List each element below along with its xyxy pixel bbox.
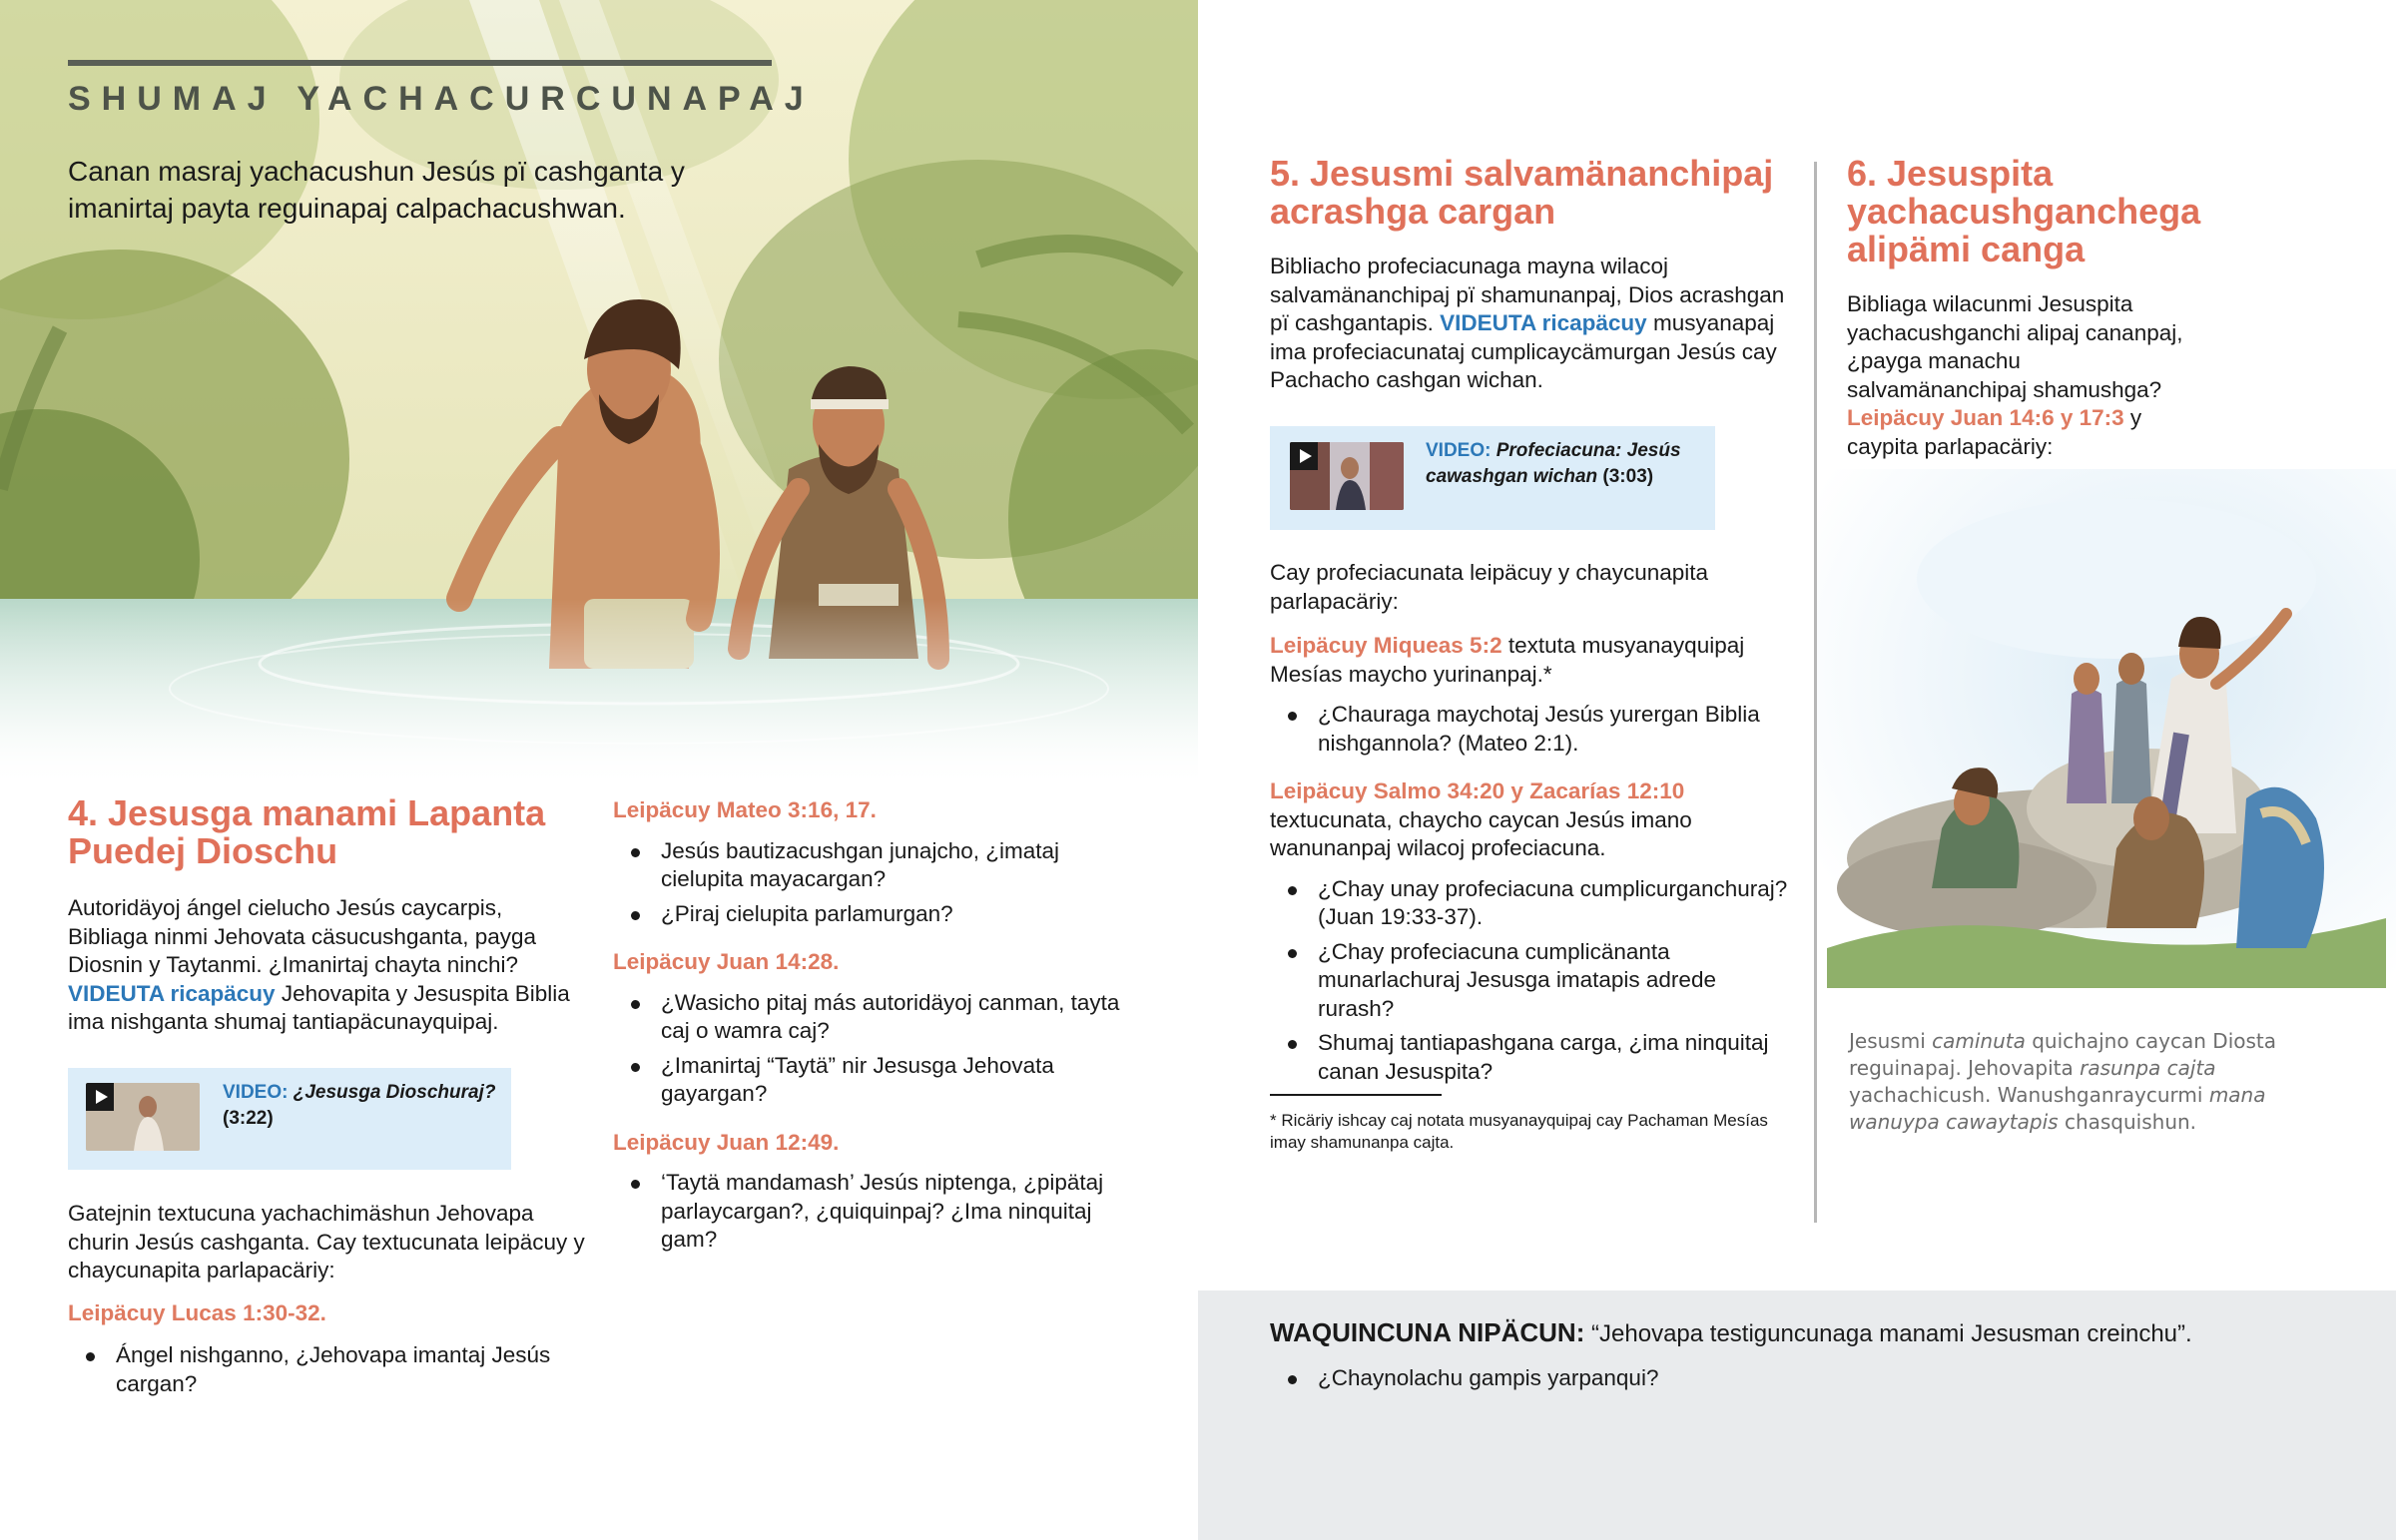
question-item: ¿Imanirtaj “Taytä” nir Jesusga Jehovata gayargan? (613, 1052, 1132, 1109)
video-box-section-5[interactable] (1270, 426, 1715, 530)
section-5-salmo: Leipäcuy Salmo 34:20 y Zacarías 12:10 textucunata, chaycho caycan Jesús imano wanunanpaj wilacoj profeciacuna. (1270, 778, 1692, 860)
question-list (613, 1169, 1132, 1255)
section-5-continued (1270, 559, 1789, 1154)
scripture-ref: Leipäcuy Juan 14:28. (613, 949, 840, 974)
question-list (613, 837, 1132, 929)
section-4-title: 4. Jesusga manami Lapanta Puedej Dioschu (68, 792, 546, 871)
video-link[interactable]: VIDEUTA ricapäcuy (1440, 310, 1647, 335)
section-6-paragraph: Bibliaga wilacunmi Jesuspita yachacushganchi alipaj cananpaj, ¿payga manachu salvamänanchipaj shamushga? Leipäcuy Juan 14:6 y 17:3 y caypita parlapacäriy: (1847, 291, 2183, 459)
question-item: ¿Chay profeciacuna cumplicänanta munarlachuraj Jesusga imatapis adrede rurash? (1270, 938, 1789, 1024)
summary-statement (1270, 1316, 2348, 1350)
section-5-paragraph: Bibliacho profeciacunaga mayna wilacoj salvamänanchipaj pï shamunanpaj, Dios acrashgan pï cashgantapis. VIDEUTA ricapäcuy musyanapaj ima profeciacunataj cumplicaycämurgan Jesús cay Pachacho cashgan wichan. (1270, 254, 1785, 392)
section-5-miqueas: Leipäcuy Miqueas 5:2 textuta musyanayquipaj Mesías maycho yurinanpaj.* (1270, 633, 1745, 687)
section-4-continued (68, 1200, 587, 1404)
question-list (68, 1341, 587, 1398)
question-list (613, 989, 1132, 1109)
section-kicker: SHUMAJ YACHACURCUNAPAJ (68, 80, 815, 118)
question-item: ¿Chauraga maychotaj Jesús yurergan Biblia nishgannola? (Mateo 2:1). (1270, 701, 1789, 758)
question-list (1270, 1364, 2268, 1399)
section-5-paragraph-2: Cay profeciacunata leipäcuy y chaycunapita parlapacäriy: (1270, 560, 1709, 614)
section-5 (1270, 155, 1789, 395)
video-box-section-4[interactable] (68, 1068, 511, 1170)
question-item: Jesús bautizacushgan junajcho, ¿imataj cielupita mayacargan? (613, 837, 1132, 894)
scripture-ref: Leipäcuy Juan 12:49. (613, 1129, 840, 1155)
play-icon[interactable] (1290, 442, 1318, 470)
footnote: * Ricäriy ishcay caj notata musyanayquipaj cay Pachaman Mesías imay shamunanpa cajta. (1270, 1111, 1768, 1152)
question-item: ¿Wasicho pitaj más autoridäyoj canman, tayta caj o wamra caj? (613, 989, 1132, 1046)
illustration-caption: Jesusmi caminuta quichajno caycan Diosta reguinapaj. Jehovapita rasunpa cajta yachachicush. Wanushganraycurmi mana wanuypa cawaytapis chasquishun. (1849, 1029, 2276, 1134)
summary-box (1198, 1290, 2396, 1540)
jesus-teaching-image (1817, 469, 2396, 988)
question-item: ¿Chaynolachu gampis yarpanqui? (1270, 1364, 2268, 1393)
section-4-paragraph-2: Gatejnin textucuna yachachimäshun Jehovapa churin Jesús cashganta. Cay textucunata leipäcuy y chaycunapita parlapacäriy: (68, 1201, 585, 1283)
intro-text: Canan masraj yachacushun Jesús pï cashganta y imanirtaj payta reguinapaj calpachacushwan. (68, 156, 685, 224)
question-list (1270, 875, 1789, 1087)
video-thumbnail[interactable] (1290, 442, 1404, 510)
section-4-column-2 (613, 796, 1132, 1261)
question-item: ¿Piraj cielupita parlamurgan? (613, 900, 1132, 929)
video-link[interactable]: VIDEUTA ricapäcuy (68, 980, 276, 1006)
section-4-paragraph: Autoridäyoj ángel cielucho Jesús caycarpis, Bibliaga ninmi Jehovata cäsucushganta, payga Diosnin y Taytanmi. ¿Imanirtaj chayta ninchi? VIDEUTA ricapäcuy Jehovapita y Jesuspita Biblia ima nishganta shumaj tantiapäcunayquipaj. (68, 895, 570, 1034)
question-list (1270, 701, 1789, 758)
question-item: Shumaj tantiapashgana carga, ¿ima ninquitaj canan Jesuspita? (1270, 1029, 1789, 1086)
section-5-title: 5. Jesusmi salvamänanchipaj acrashga cargan (1270, 153, 1774, 232)
scripture-ref: Leipäcuy Lucas 1:30-32. (68, 1299, 326, 1325)
video-thumbnail[interactable] (86, 1083, 200, 1151)
footnote-rule (1270, 1094, 1442, 1096)
question-item: ¿Chay unay profeciacuna cumplicurganchuraj? (Juan 19:33-37). (1270, 875, 1789, 932)
header-rule (68, 60, 772, 66)
teaching-illustration (1817, 469, 2396, 988)
video-caption: VIDEO: Profeciacuna: Jesús cawashgan wichan (3:03) (1426, 440, 1681, 487)
scripture-ref: Leipäcuy Mateo 3:16, 17. (613, 797, 877, 822)
question-item: Ángel nishganno, ¿Jehovapa imantaj Jesús cargan? (68, 1341, 587, 1398)
section-6-title: 6. Jesuspita yachacushganchega alipämi canga (1847, 153, 2201, 269)
play-icon[interactable] (86, 1083, 114, 1111)
section-4 (68, 794, 587, 1037)
summary-quote: “Jehovapa testiguncunaga manami Jesusman creinchu”. (1584, 1320, 2192, 1347)
video-caption: VIDEO: ¿Jesusga Dioschuraj? (3:22) (223, 1082, 496, 1129)
summary-label: WAQUINCUNA NIPÄCUN: (1270, 1317, 1585, 1347)
question-item: ‘Taytä mandamash’ Jesús niptenga, ¿pipätaj parlaycargan?, ¿quiquinpaj? ¿Ima ninquitaj gam? (613, 1169, 1132, 1255)
